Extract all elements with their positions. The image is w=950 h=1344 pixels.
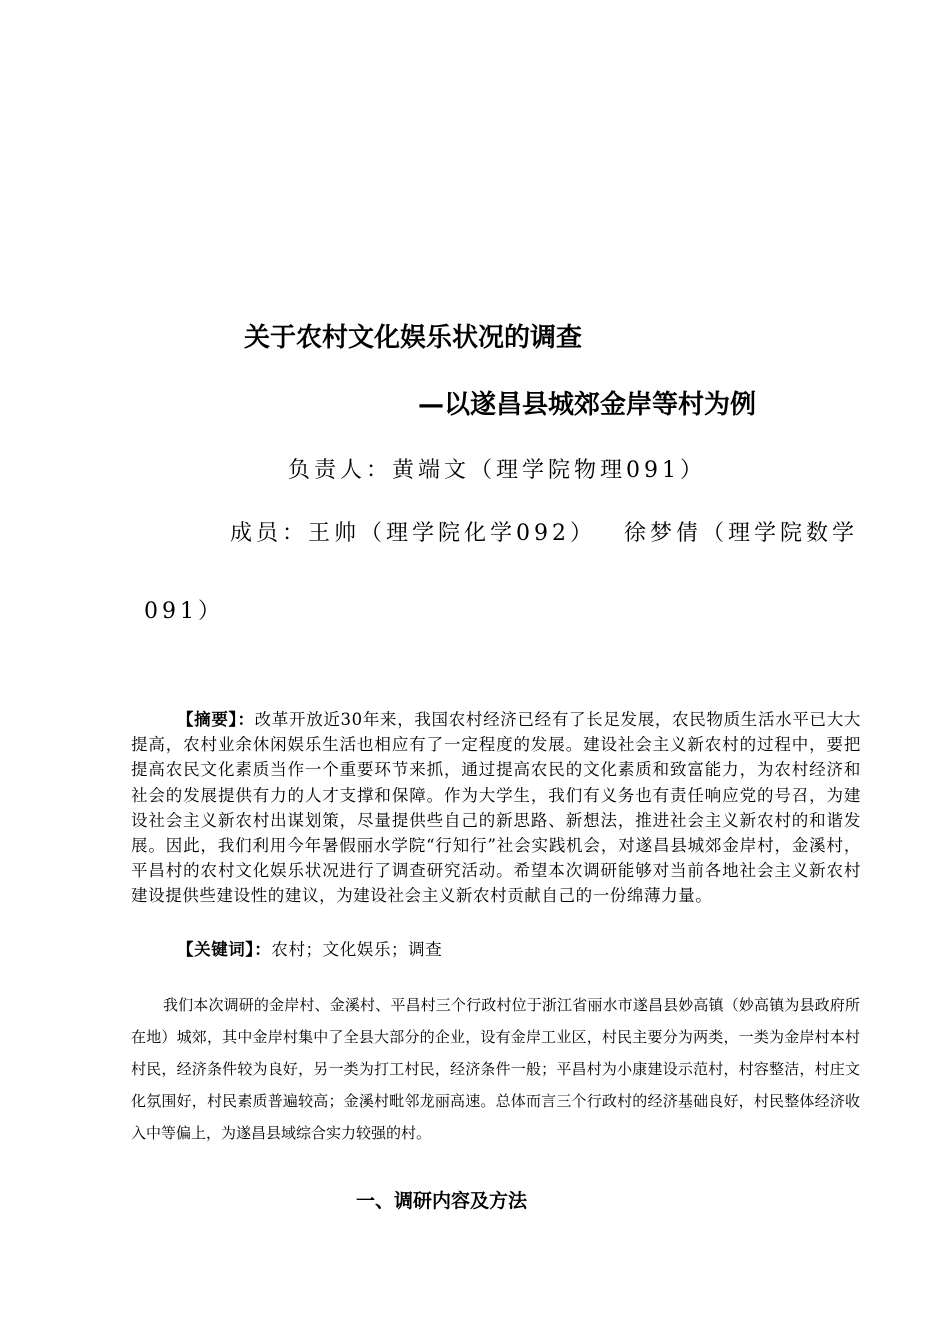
page-subtitle: —以遂昌县城郊金岸等村为例 [418, 390, 757, 420]
member-2-continued: 091） [144, 599, 224, 624]
member-2: 徐梦倩（理学院数学 [624, 521, 859, 546]
abstract [131, 707, 861, 909]
page-title: 关于农村文化娱乐状况的调查 [244, 323, 583, 353]
intro-text: 我们本次调研的金岸村、金溪村、平昌村三个行政村位于浙江省丽水市遂昌县妙高镇（妙高镇为县政府所在地）城郊，其中金岸村集中了全县大部分的企业，设有金岸工业区，村民主要分为两类，一类为金岸村本村村民，经济条件较为良好，另一类为打工村民，经济条件一般；平昌村为小康建设示范村，村容整洁，村庄文化氛围好，村民素质普遍较高；金溪村毗邻龙丽高速。总体而言三个行政村的经济基础良好，村民整体经济收入中等偏上，为遂昌县域综合实力较强的村。 [131, 998, 860, 1142]
abstract-label: 【摘要】： [177, 710, 255, 729]
keywords [177, 936, 442, 960]
section-heading: 一、调研内容及方法 [356, 1190, 528, 1212]
keywords-label: 【关键词】： [177, 940, 272, 959]
members-label: 成员： [230, 521, 309, 546]
keywords-text: 农村；文化娱乐；调查 [271, 940, 443, 959]
abstract-text: 改革开放近30年来，我国农村经济已经有了长足发展，农民物质生活水平已大大提高，农村业余休闲娱乐生活也相应有了一定程度的发展。建设社会主义新农村的过程中，要把提高农民文化素质当作一个重要环节来抓，通过提高农民的文化素质和致富能力，为农村经济和社会的发展提供有力的人才支撑和保障。作为大学生，我们有义务也有责任响应党的号召，为建设社会主义新农村出谋划策，尽量提供些自己的新思路、新想法，推进社会主义新农村的和谐发展。因此，我们利用今年暑假丽水学院“行知行”社会实践机会，对遂昌县城郊金岸村，金溪村，平昌村的农村文化娱乐状况进行了调查研究活动。希望本次调研能够对当前各地社会主义新农村建设提供些建设性的建议，为建设社会主义新农村贡献自己的一份绵薄力量。 [131, 710, 861, 906]
member-1: 王帅（理学院化学092） [308, 521, 597, 546]
intro-paragraph [131, 990, 860, 1150]
lead-researcher: 负责人：黄端文（理学院物理091） [288, 458, 706, 483]
members-line [230, 516, 858, 547]
